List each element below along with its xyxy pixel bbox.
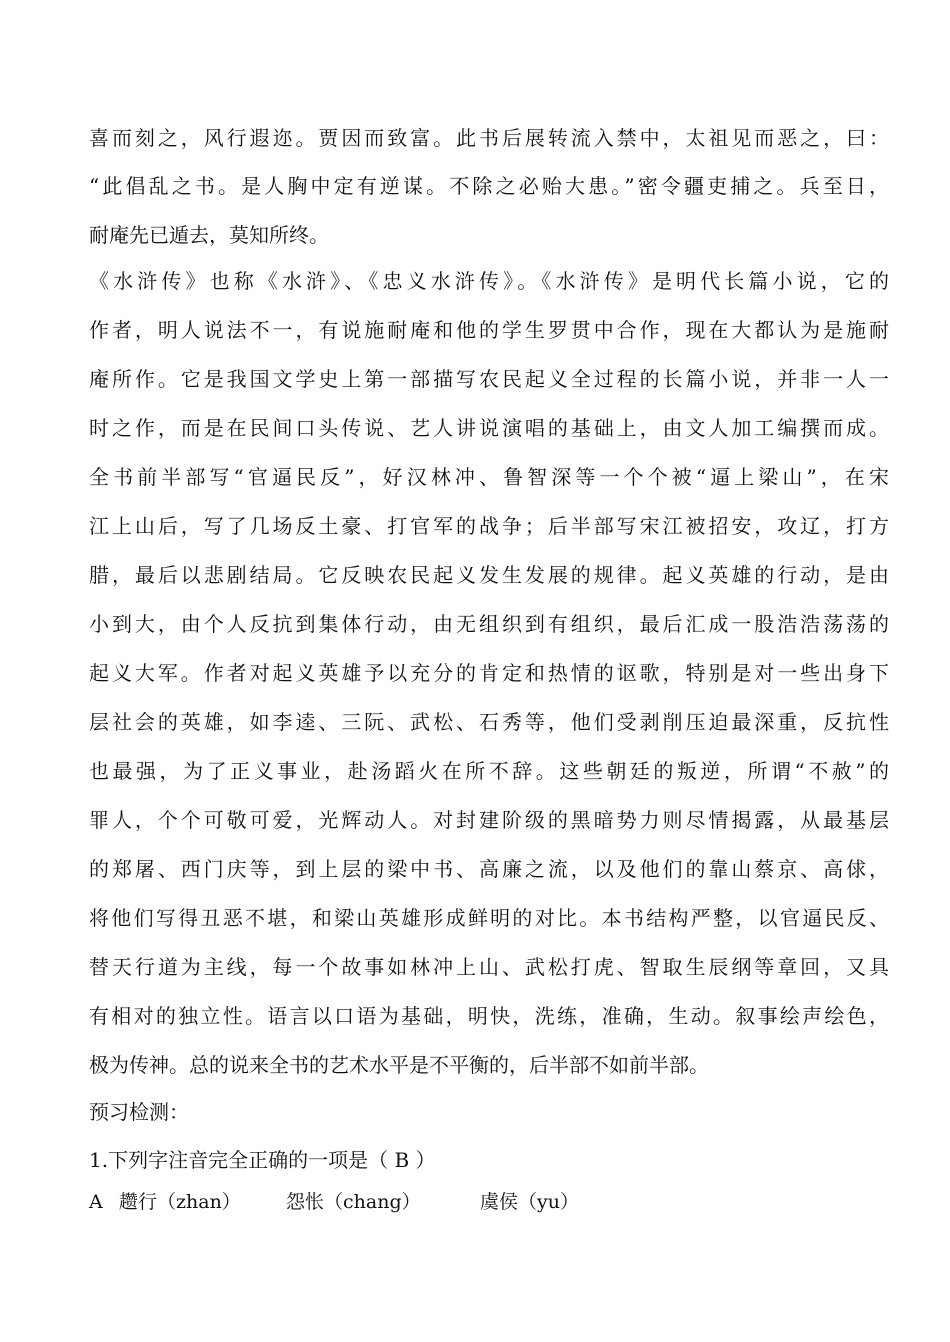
body-text-line: 时之作，而是在民间口头传说、艺人讲说演唱的基础上，由文人加工编撰而成。 <box>89 416 889 440</box>
body-text-line: 有相对的独立性。语言以口语为基础，明快，洗练，准确，生动。叙事绘声绘色， <box>89 1004 889 1028</box>
body-text-line: 全书前半部写“官逼民反”，好汉林冲、鲁智深等一个个被“逼上梁山”，在宋 <box>89 465 889 489</box>
body-text-line: 作者，明人说法不一，有说施耐庵和他的学生罗贯中合作，现在大都认为是施耐 <box>89 318 889 342</box>
body-text-line: 江上山后，写了几场反土豪、打官军的战争；后半部写宋江被招安，攻辽，打方 <box>89 514 889 538</box>
body-text-line: 起义大军。作者对起义英雄予以充分的肯定和热情的讴歌，特别是对一些出身下 <box>89 661 889 685</box>
option-a-item: 虞侯（yu） <box>480 1191 579 1213</box>
body-text-line: 庵所作。它是我国文学史上第一部描写农民起义全过程的长篇小说，并非一人一 <box>89 367 889 391</box>
body-text-line: 层社会的英雄，如李逵、三阮、武松、石秀等，他们受剥削压迫最深重，反抗性 <box>89 710 889 734</box>
question-stem: 1.下列字注音完全正确的一项是（ B ） <box>89 1148 436 1172</box>
body-text-line: 将他们写得丑恶不堪，和梁山英雄形成鲜明的对比。本书结构严整，以官逼民反、 <box>89 906 889 930</box>
body-text-line: 腊，最后以悲剧结局。它反映农民起义发生发展的规律。起义英雄的行动，是由 <box>89 563 889 587</box>
body-text-line: 的郑屠、西门庆等，到上层的梁中书、高廉之流，以及他们的靠山蔡京、高俅， <box>89 857 889 881</box>
body-text-line: “此倡乱之书。是人胸中定有逆谋。不除之必贻大患。”密令疆吏捕之。兵至日， <box>89 174 889 198</box>
body-text-line: 极为传神。总的说来全书的艺术水平是不平衡的，后半部不如前半部。 <box>89 1053 709 1077</box>
body-text-line: 喜而刻之，风行遐迩。贾因而致富。此书后展转流入禁中，太祖见而恶之，曰： <box>89 126 889 150</box>
option-a-item: 趱行（zhan） <box>119 1191 241 1213</box>
option-a-item: 怨怅（chang） <box>286 1191 421 1213</box>
body-text-line: 也最强，为了正义事业，赴汤蹈火在所不辞。这些朝廷的叛逆，所谓“不赦”的 <box>89 759 889 783</box>
body-text-line: 小到大，由个人反抗到集体行动，由无组织到有组织，最后汇成一股浩浩荡荡的 <box>89 612 889 636</box>
body-text-line: 替天行道为主线，每一个故事如林冲上山、武松打虎、智取生辰纲等章回，又具 <box>89 955 889 979</box>
body-text-line: 罪人，个个可敬可爱，光辉动人。对封建阶级的黑暗势力则尽情揭露，从最基层 <box>89 808 889 832</box>
section-heading: 预习检测： <box>89 1100 189 1124</box>
option-a-label: A <box>89 1191 103 1213</box>
body-text-line: 耐庵先已遁去，莫知所终。 <box>89 223 329 247</box>
body-text-line: 《水浒传》也称《水浒》、《忠义水浒传》。《水浒传》是明代长篇小说，它的 <box>89 269 889 293</box>
